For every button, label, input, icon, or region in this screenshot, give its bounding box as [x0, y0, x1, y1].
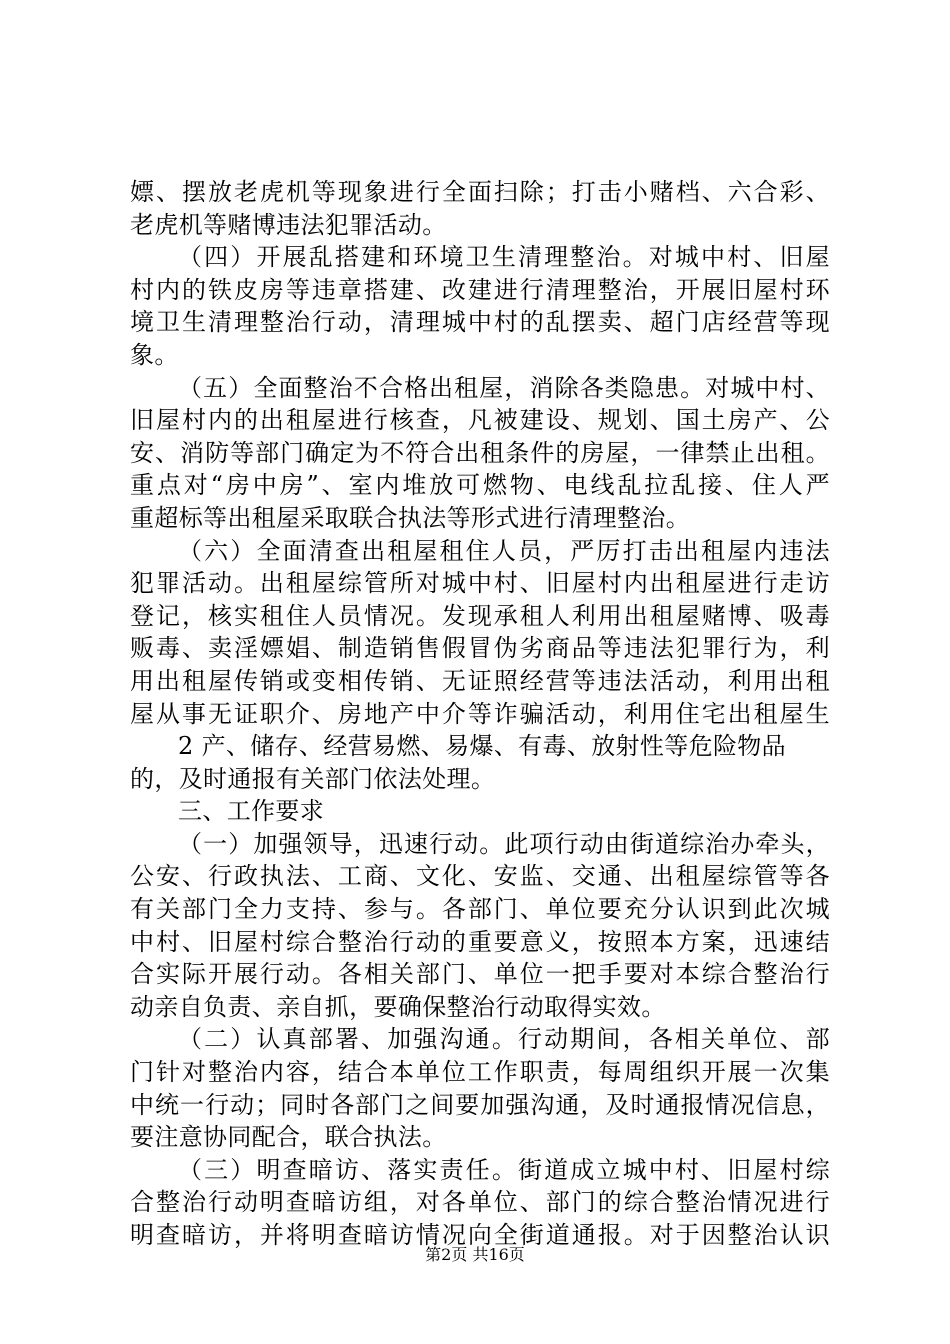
text-line: 村内的铁皮房等违章搭建、改建进行清理整治，开展旧屋村环: [130, 275, 830, 304]
text-line: 贩毒、卖淫嫖娼、制造销售假冒伪劣商品等违法犯罪行为，利: [130, 634, 830, 663]
text-line: 合实际开展行动。各相关部门、单位一把手要对本综合整治行: [130, 960, 830, 989]
paragraph-heading-line: （一）加强领导，迅速行动。此项行动由街道综治办牵头，: [178, 829, 830, 858]
text-line: 用出租屋传销或变相传销、无证照经营等违法活动，利用出租: [130, 666, 830, 695]
paragraph-heading-line: （五）全面整治不合格出租屋，消除各类隐患。对城中村、: [178, 373, 830, 402]
text-line: 合整治行动明查暗访组，对各单位、部门的综合整治情况进行: [130, 1188, 830, 1217]
document-body: [130, 176, 830, 1252]
paragraph-heading-line: （三）明查暗访、落实责任。街道成立城中村、旧屋村综: [178, 1155, 830, 1184]
text-line: 动亲自负责、亲自抓，要确保整治行动取得实效。: [130, 992, 666, 1021]
text-line: 有关部门全力支持、参与。各部门、单位要充分认识到此次城: [130, 895, 830, 924]
text-line: 境卫生清理整治行动，清理城中村的乱摆卖、超门店经营等现: [130, 308, 830, 337]
text-line: 要注意协同配合，联合执法。: [130, 1123, 447, 1152]
text-line: 安、消防等部门确定为不符合出租条件的房屋，一律禁止出租。: [130, 438, 830, 467]
text-line: 重超标等出租屋采取联合执法等形式进行清理整治。: [130, 503, 691, 532]
text-line: 2 产、储存、经营易燃、易爆、有毒、放射性等危险物品: [178, 732, 786, 761]
paragraph-heading-line: （二）认真部署、加强沟通。行动期间，各相关单位、部: [178, 1025, 830, 1054]
text-line: 门针对整治内容，结合本单位工作职责，每周组织开展一次集: [130, 1058, 830, 1087]
text-line: 公安、行政执法、工商、文化、安监、交通、出租屋综管等各: [130, 862, 830, 891]
text-line: 的，及时通报有关部门依法处理。: [130, 764, 496, 793]
text-line: 中统一行动；同时各部门之间要加强沟通，及时通报情况信息，: [130, 1090, 830, 1119]
text-line: 犯罪活动。出租屋综管所对城中村、旧屋村内出租屋进行走访: [130, 569, 830, 598]
section-heading: 三、工作要求: [178, 797, 325, 826]
paragraph-heading-line: （六）全面清查出租屋租住人员，严厉打击出租屋内违法: [178, 536, 830, 565]
text-line: 老虎机等赌博违法犯罪活动。: [130, 210, 447, 239]
text-line: 屋从事无证职介、房地产中介等诈骗活动，利用住宅出租屋生: [130, 699, 830, 728]
text-line: 中村、旧屋村综合整治行动的重要意义，按照本方案，迅速结: [130, 927, 830, 956]
page-footer: 第2页 共16页: [425, 1245, 525, 1264]
text-line: 登记，核实租住人员情况。发现承租人利用出租屋赌博、吸毒: [130, 601, 830, 630]
text-line: 旧屋村内的出租屋进行核查，凡被建设、规划、国土房产、公: [130, 406, 830, 435]
paragraph-heading-line: （四）开展乱搭建和环境卫生清理整治。对城中村、旧屋: [178, 243, 830, 272]
text-line: 明查暗访，并将明查暗访情况向全街道通报。对于因整治认识: [130, 1221, 830, 1249]
text-line: 重点对“房中房”、室内堆放可燃物、电线乱拉乱接、住人严: [130, 471, 830, 500]
text-line: 嫖、摆放老虎机等现象进行全面扫除；打击小赌档、六合彩、: [130, 178, 830, 206]
text-line: 象。: [130, 340, 179, 369]
